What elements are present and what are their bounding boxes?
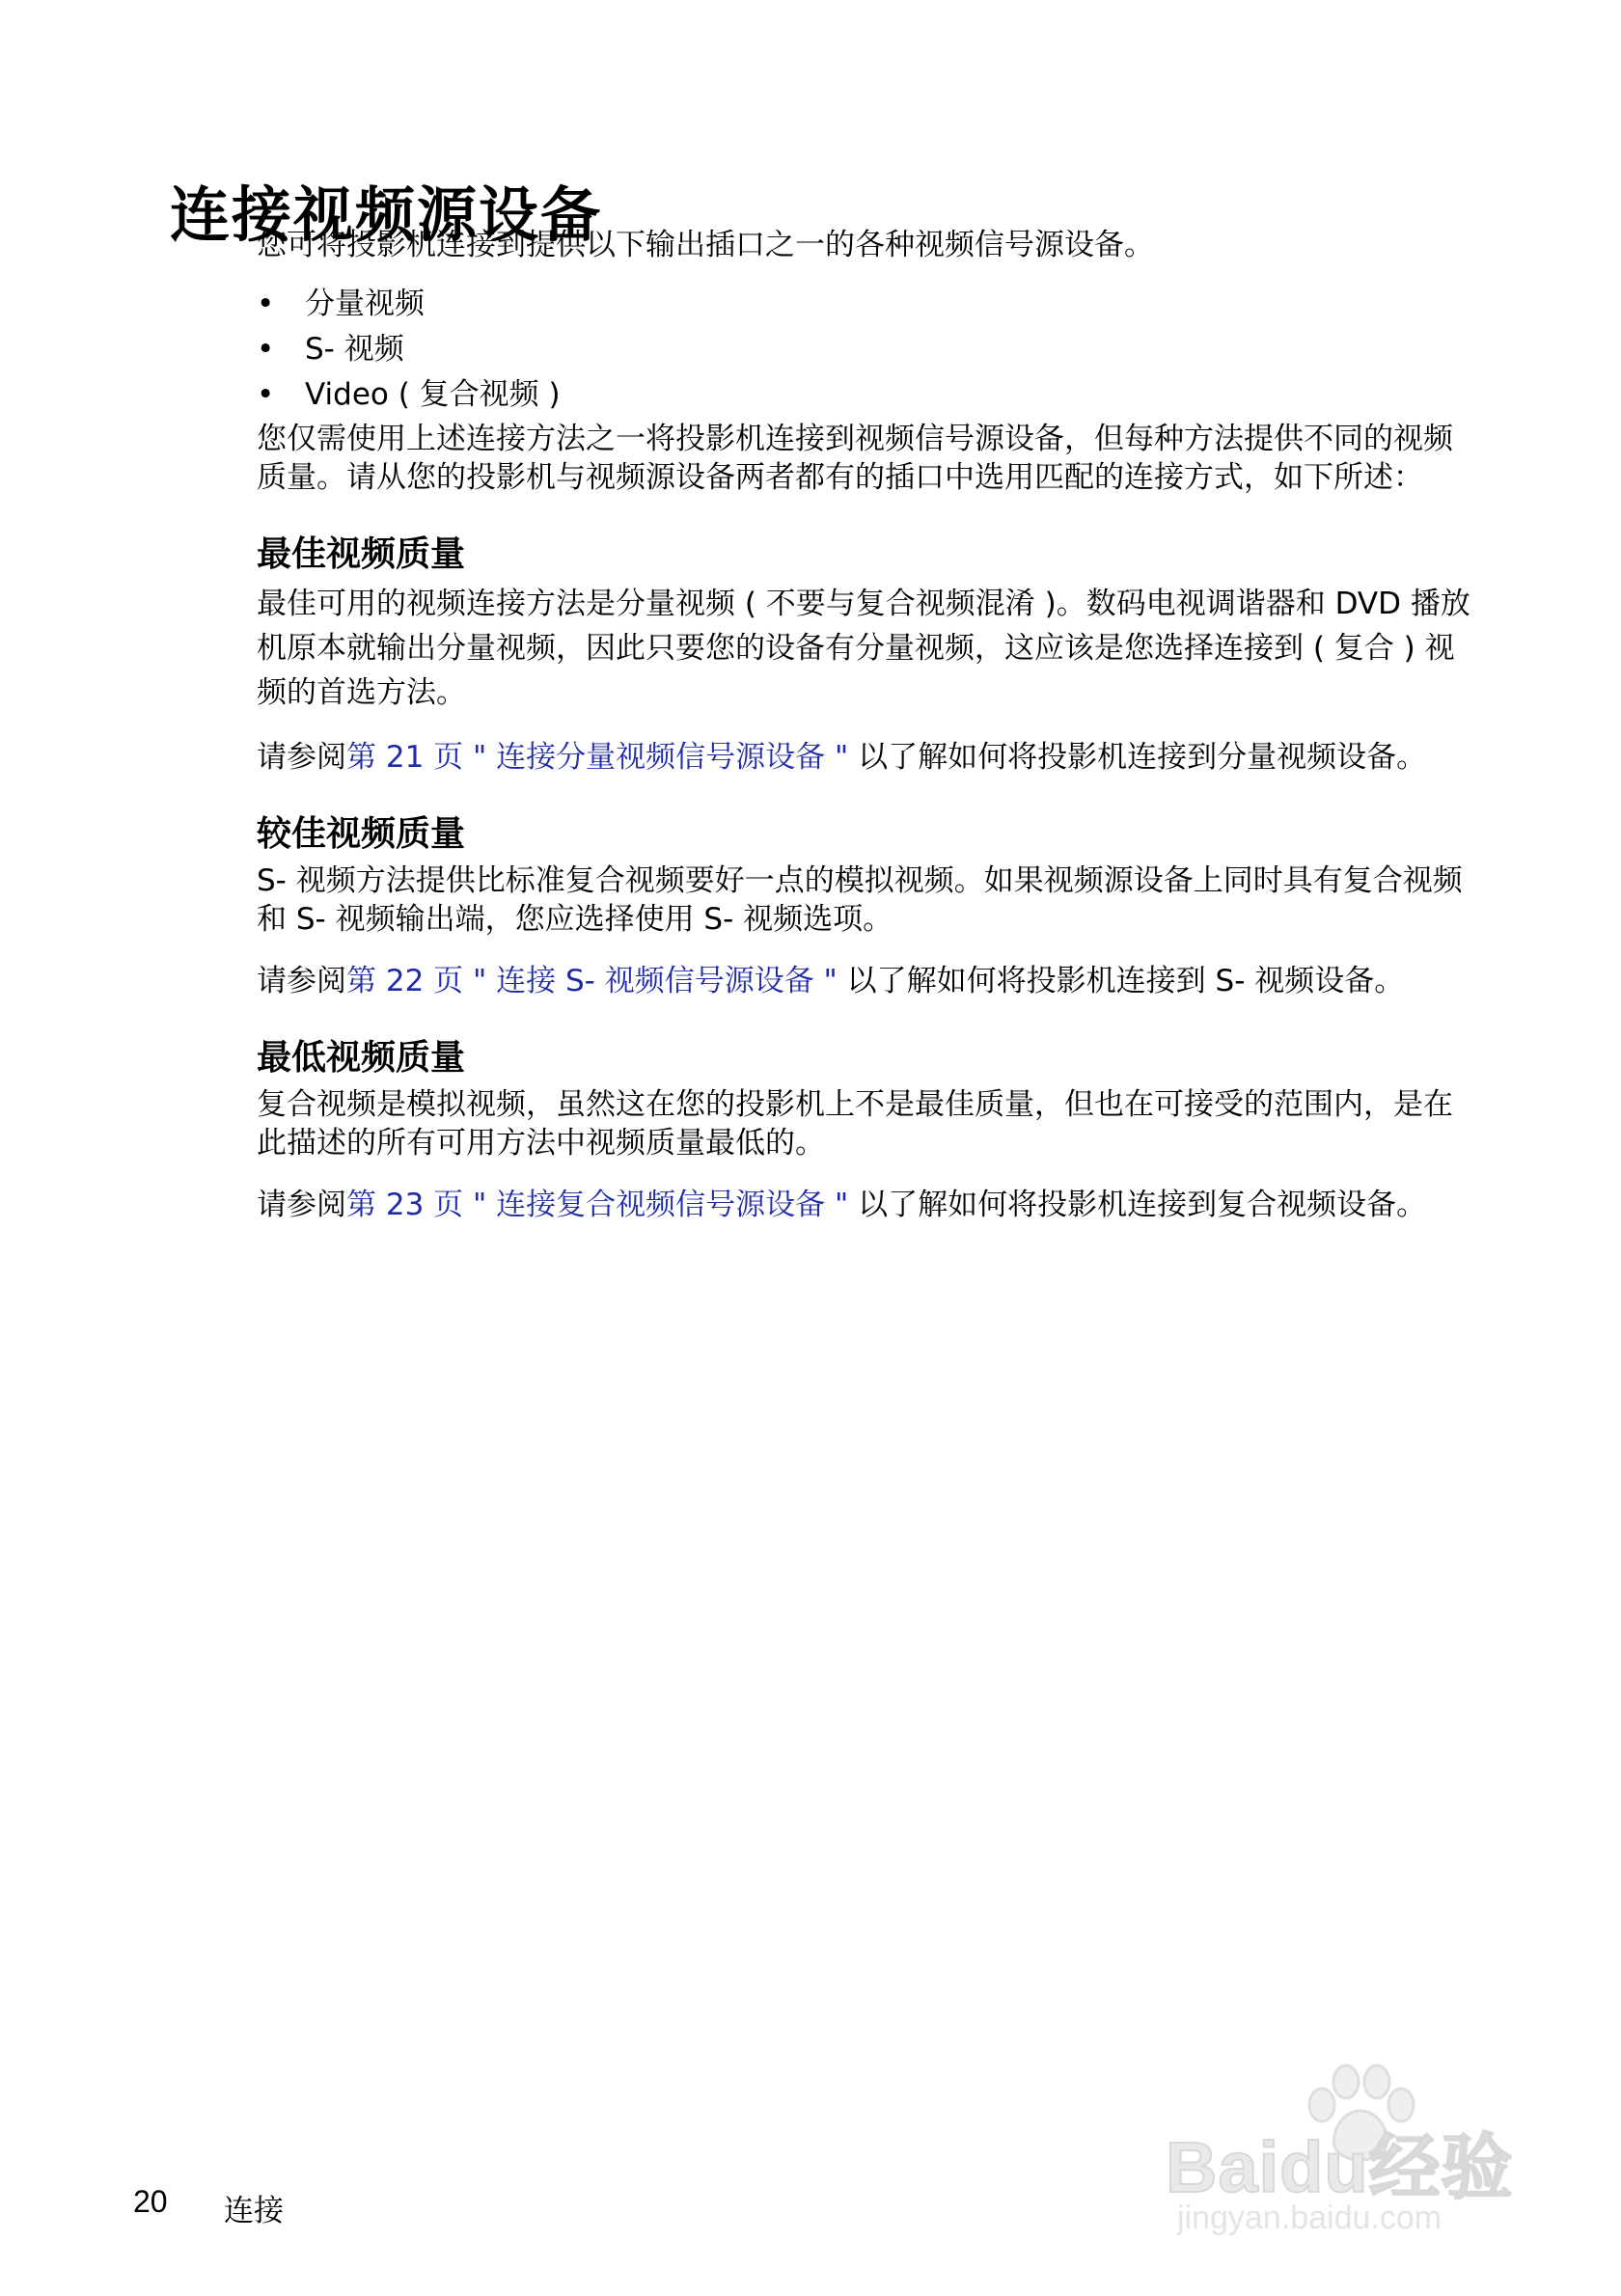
section-heading-best: 最佳视频质量 bbox=[257, 534, 466, 574]
section-body-lowest: 复合视频是模拟视频，虽然这在您的投影机上不是最佳质量，但也在可接受的范围内，是在此描述的所有可用方法中视频质量最低的。 bbox=[257, 1087, 1453, 1161]
section-heading-better: 较佳视频质量 bbox=[257, 814, 466, 854]
watermark-brand: Baidu经验 bbox=[1166, 2127, 1514, 2207]
page-number: 20 bbox=[133, 2184, 168, 2219]
list-item-label: 分量视频 bbox=[305, 287, 425, 321]
page-22-link[interactable]: 第 22 页 " 连接 S- 视频信号源设备 " bbox=[346, 964, 838, 998]
page-23-link[interactable]: 第 23 页 " 连接复合视频信号源设备 " bbox=[346, 1188, 849, 1222]
main-content bbox=[257, 226, 1472, 1224]
list-item-label: S- 视频 bbox=[305, 332, 404, 367]
ref-suffix: 以了解如何将投影机连接到分量视频设备。 bbox=[848, 740, 1427, 775]
page-21-link[interactable]: 第 21 页 " 连接分量视频信号源设备 " bbox=[346, 740, 849, 775]
section-body-best: 最佳可用的视频连接方法是分量视频 ( 不要与复合视频混淆 )。数码电视调谐器和 DVD 播放机原本就输出分量视频，因此只要您的设备有分量视频，这应该是您选择连接到 ( 复合 ) 视频的首选方法。 bbox=[257, 587, 1470, 710]
ref-prefix: 请参阅 bbox=[257, 1188, 346, 1222]
cross-reference-better bbox=[257, 962, 1472, 1000]
section-heading-lowest: 最低视频质量 bbox=[257, 1038, 466, 1078]
ref-suffix: 以了解如何将投影机连接到 S- 视频设备。 bbox=[837, 964, 1405, 998]
output-type-list bbox=[257, 282, 1472, 418]
section-body-better: S- 视频方法提供比标准复合视频要好一点的模拟视频。如果视频源设备上同时具有复合视频和 S- 视频输出端，您应选择使用 S- 视频选项。 bbox=[257, 863, 1463, 937]
baidu-watermark bbox=[1148, 2055, 1534, 2248]
cross-reference-best bbox=[257, 738, 1472, 777]
page-title: 连接视频源设备 bbox=[170, 178, 603, 250]
cross-reference-lowest bbox=[257, 1186, 1472, 1224]
ref-suffix: 以了解如何将投影机连接到复合视频设备。 bbox=[848, 1188, 1427, 1222]
list-item bbox=[257, 327, 1472, 372]
list-item bbox=[257, 282, 1472, 327]
list-item-label: Video ( 复合视频 ) bbox=[305, 377, 561, 412]
intro-paragraph: 您可将投影机连接到提供以下输出插口之一的各种视频信号源设备。 bbox=[257, 228, 1154, 262]
bullet-icon: • bbox=[257, 377, 275, 412]
ref-prefix: 请参阅 bbox=[257, 740, 346, 775]
bullet-icon: • bbox=[257, 332, 275, 367]
footer-section-label: 连接 bbox=[224, 2194, 284, 2228]
summary-paragraph: 您仅需使用上述连接方法之一将投影机连接到视频信号源设备，但每种方法提供不同的视频质量。请从您的投影机与视频源设备两者都有的插口中选用匹配的连接方式，如下所述： bbox=[257, 422, 1453, 495]
watermark-url: jingyan.baidu.com bbox=[1177, 2200, 1442, 2236]
bullet-icon: • bbox=[257, 287, 275, 321]
ref-prefix: 请参阅 bbox=[257, 964, 346, 998]
list-item bbox=[257, 372, 1472, 418]
